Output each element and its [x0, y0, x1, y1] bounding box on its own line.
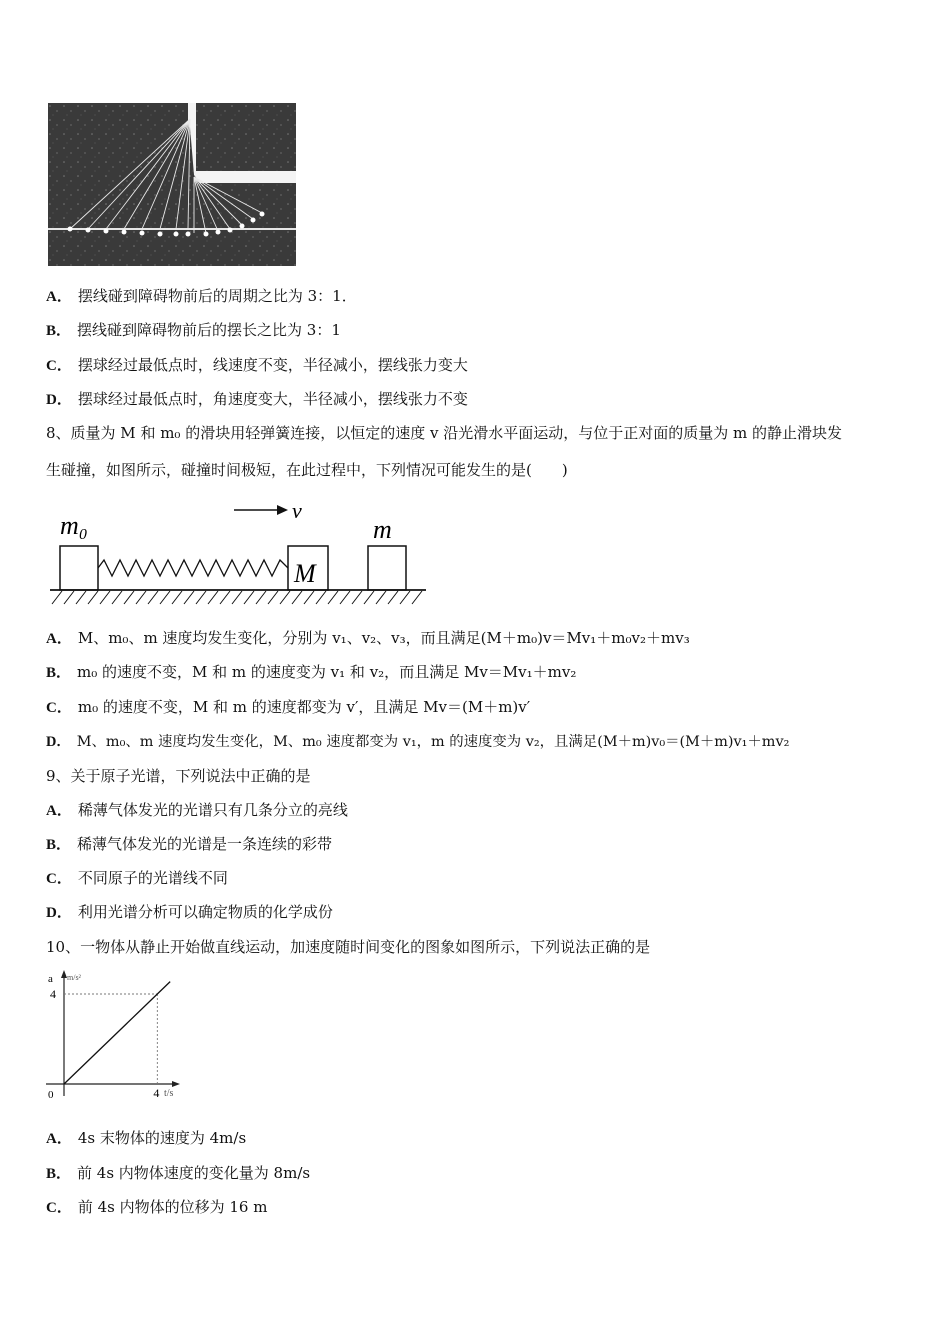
option-text: 摆线碰到障碍物前后的摆长之比为 3：1: [77, 321, 341, 339]
q10-stem: 10、一物体从静止开始做直线运动，加速度随时间变化的图象如图所示，下列说法正确的是: [46, 938, 651, 956]
series-line: [64, 982, 170, 1084]
option-key: B．: [46, 837, 72, 853]
option-key: C．: [46, 700, 72, 716]
option-text: 4s 末物体的速度为 4m/s: [77, 1129, 247, 1147]
q7-option-a[interactable]: [46, 286, 910, 307]
q10-acceleration-time-chart: [40, 968, 190, 1106]
arrow-head-icon: [277, 505, 288, 515]
option-key: A．: [46, 289, 72, 305]
option-text: 稀薄气体发光的光谱只有几条分立的亮线: [77, 801, 348, 819]
q7-option-c[interactable]: [46, 355, 910, 376]
q9-option-a[interactable]: [46, 800, 910, 821]
x-axis-label: t/s: [164, 1088, 174, 1099]
q8-stem-line1: 8、质量为 M 和 m₀ 的滑块用轻弹簧连接，以恒定的速度 v 沿光滑水平面运动，与位于正对面的质量为 m 的静止滑块发: [46, 424, 842, 442]
option-text: m₀ 的速度不变，M 和 m 的速度都变为 v′，且满足 Mv＝(M＋m)v′: [77, 698, 531, 716]
spring: [98, 560, 288, 576]
option-text: m₀ 的速度不变，M 和 m 的速度变为 v₁ 和 v₂，而且满足 Mv＝Mv₁＋mv₂: [77, 663, 577, 681]
ground-hatching: [52, 591, 422, 604]
y-axis-label: a: [48, 973, 53, 985]
q9-option-c[interactable]: [46, 868, 910, 889]
option-text: 不同原子的光谱线不同: [77, 869, 228, 887]
option-text: 摆球经过最低点时，线速度不变，半径减小，摆线张力变大: [77, 356, 468, 374]
q10-option-b[interactable]: [46, 1163, 910, 1184]
pendulum-photo: [48, 103, 296, 266]
q9-stem: 9、关于原子光谱，下列说法中正确的是: [46, 767, 311, 785]
option-key: B．: [46, 323, 72, 339]
q8-option-b[interactable]: [46, 662, 910, 683]
q8-option-c[interactable]: [46, 697, 910, 718]
option-text: 前 4s 内物体的位移为 16 m: [77, 1198, 268, 1216]
option-key: B．: [46, 1166, 72, 1182]
option-text: M、m₀、m 速度均发生变化，M、m₀ 速度都变为 v₁，m 的速度变为 v₂，且满足(M＋m)v₀＝(M＋m)v₁＋mv₂: [76, 734, 790, 750]
y-axis-unit: m/s²: [67, 973, 81, 982]
option-key: B．: [46, 665, 72, 681]
label-M: M: [294, 559, 316, 588]
option-key: A．: [46, 1131, 72, 1147]
y-tick-label: 4: [50, 987, 56, 1001]
q10-option-a[interactable]: [46, 1128, 910, 1149]
block-m0: [60, 546, 98, 590]
q7-option-b[interactable]: [46, 320, 910, 341]
option-text: 利用光谱分析可以确定物质的化学成份: [77, 903, 333, 921]
label-m0: m₀: [60, 511, 88, 540]
q8-option-d[interactable]: [46, 732, 910, 752]
option-text: M、m₀、m 速度均发生变化，分别为 v₁、v₂、v₃，而且满足(M＋m₀)v＝Mv₁＋m₀v₂＋mv₃: [77, 629, 690, 647]
label-m: m: [373, 515, 392, 544]
q8-stem-line2: 生碰撞，如图所示，碰撞时间极短，在此过程中，下列情况可能发生的是( ): [46, 461, 568, 479]
option-key: C．: [46, 1200, 72, 1216]
option-text: 稀薄气体发光的光谱是一条连续的彩带: [77, 835, 333, 853]
block-m: [368, 546, 406, 590]
q10-option-c[interactable]: [46, 1197, 910, 1218]
option-text: 摆球经过最低点时，角速度变大，半径减小，摆线张力不变: [77, 390, 468, 408]
q9-option-d[interactable]: [46, 902, 910, 923]
x-axis-arrow-icon: [172, 1081, 180, 1087]
option-key: C．: [46, 871, 72, 887]
q7-option-d[interactable]: [46, 389, 910, 410]
option-key: A．: [46, 803, 72, 819]
option-key: D．: [46, 392, 72, 408]
option-key: D．: [46, 734, 71, 750]
label-v: v: [292, 498, 302, 523]
q8-option-a[interactable]: [46, 628, 910, 649]
option-text: 摆线碰到障碍物前后的周期之比为 3：1．: [77, 287, 357, 305]
option-text: 前 4s 内物体速度的变化量为 8m/s: [77, 1164, 311, 1182]
x-tick-label: 4: [153, 1086, 160, 1100]
option-key: A．: [46, 631, 72, 647]
q8-spring-figure: [48, 494, 432, 612]
origin-label: 0: [48, 1089, 54, 1101]
option-key: D．: [46, 905, 72, 921]
option-key: C．: [46, 358, 72, 374]
q9-option-b[interactable]: [46, 834, 910, 855]
